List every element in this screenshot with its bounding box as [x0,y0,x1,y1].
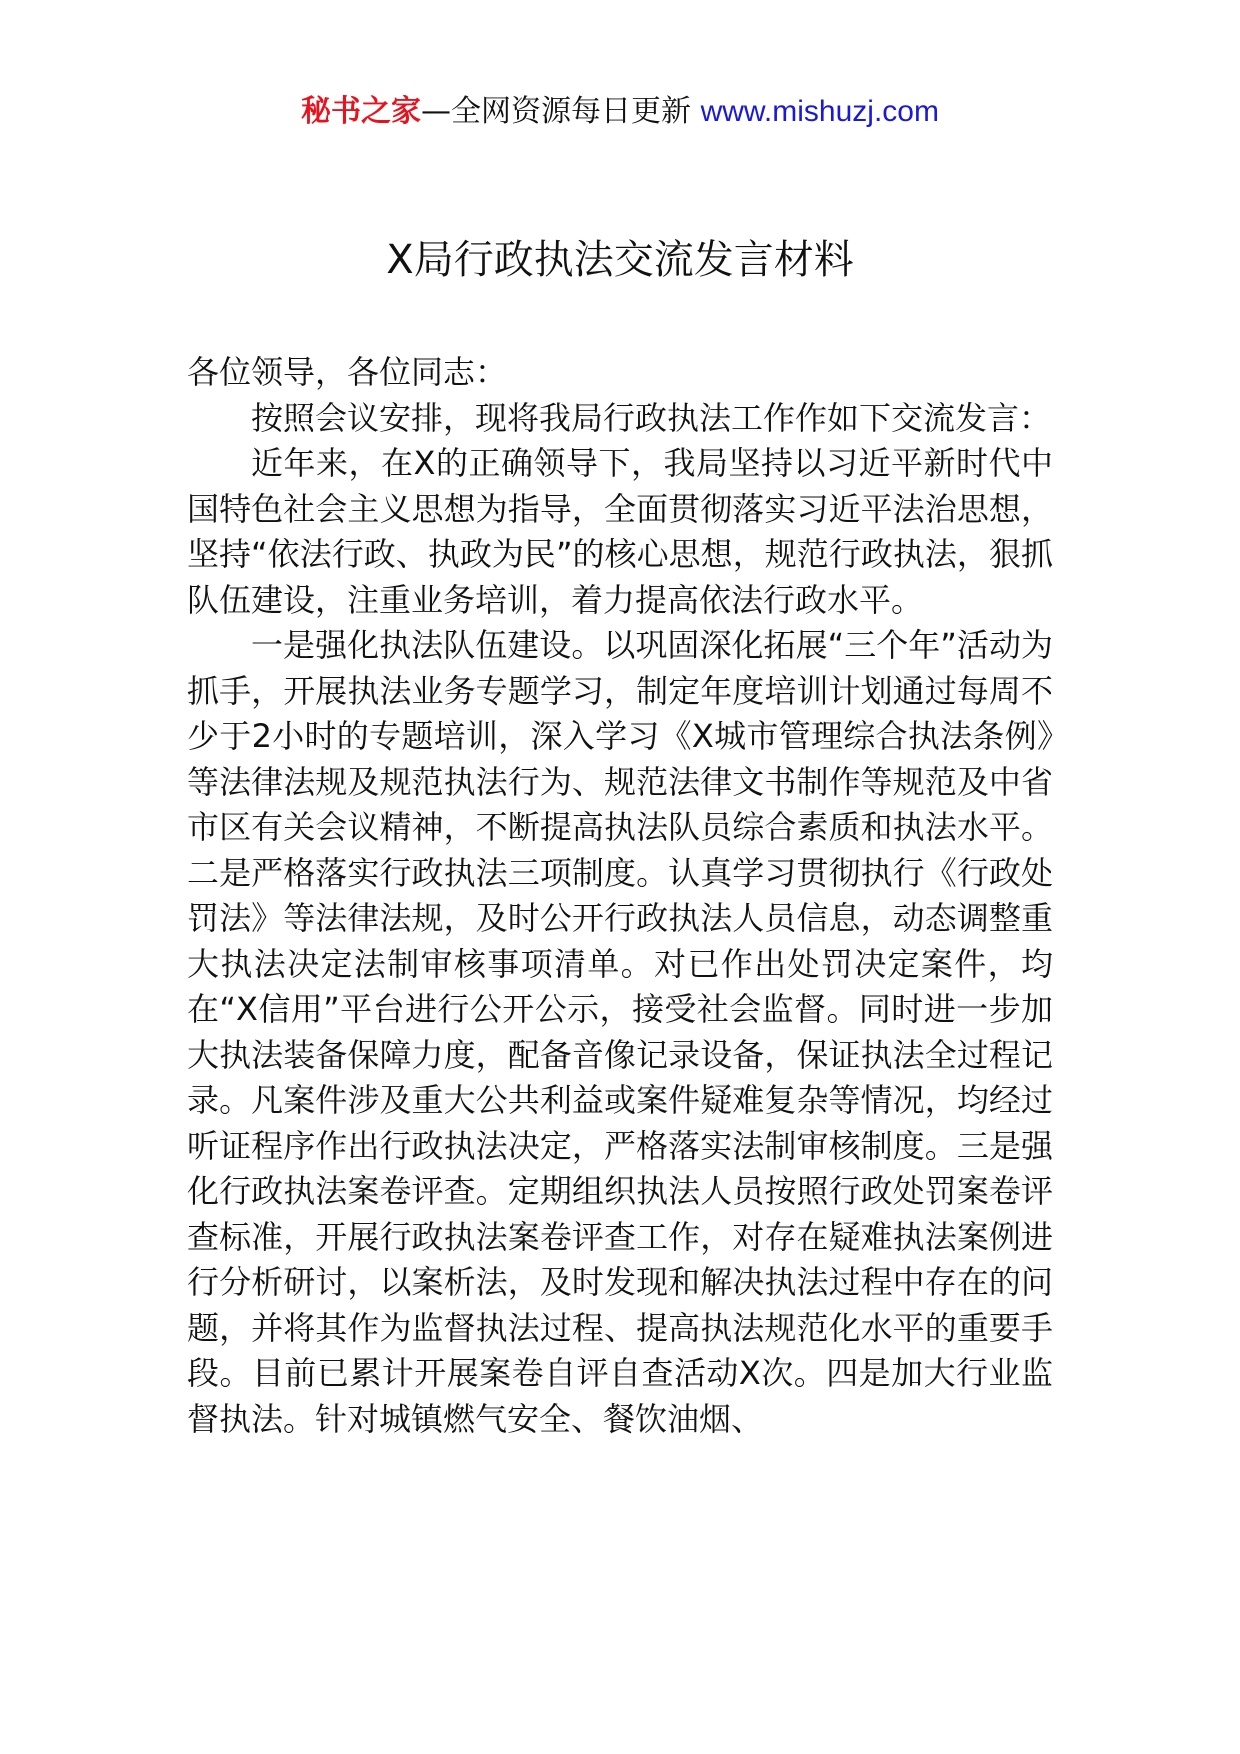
paragraph-intro: 按照会议安排，现将我局行政执法工作作如下交流发言： [251,398,1052,437]
site-tagline: —全网资源每日更新 [421,94,692,129]
site-header [0,92,1240,132]
document-body [187,350,1053,1442]
paragraph-measures: 一是强化执法队伍建设。以巩固深化拓展“三个年”活动为抓手，开展执法业务专题学习，制定年度培训计划通过每周不少于2小时的专题培训，深入学习《X城市管理综合执法条例》等法律法规及规范执法行为、规范法律文书制作等规范及中省市区有关会议精神，不断提高执法队员综合素质和执法水平。二是严格落实行政执法三项制度。认真学习贯彻执行《行政处罚法》等法律法规，及时公开行政执法人员信息，动态调整重大执法决定法制审核事项清单。对已作出处罚决定案件，均在“X信用”平台进行公开公示，接受社会监督。同时进一步加大执法装备保障力度，配备音像记录设备，保证执法全过程记录。凡案件涉及重大公共利益或案件疑难复杂等情况，均经过听证程序作出行政执法决定，严格落实法制审核制度。三是强化行政执法案卷评查。定期组织执法人员按照行政处罚案卷评查标准，开展行政执法案卷评查工作，对存在疑难执法案例进行分析研讨，以案析法，及时发现和解决执法过程中存在的问题，并将其作为监督执法过程、提高执法规范化水平的重要手段。目前已累计开展案卷自评自查活动X次。四是加大行业监督执法。针对城镇燃气安全、餐饮油烟、 [187,626,1053,1438]
brand-name: 秘书之家 [301,94,422,129]
paragraph-overview: 近年来，在X的正确领导下，我局坚持以习近平新时代中国特色社会主义思想为指导，全面贯彻落实习近平法治思想，坚持“依法行政、执政为民”的核心思想，规范行政执法，狠抓队伍建设，注重业务培训，着力提高依法行政水平。 [187,444,1053,619]
document-title: X局行政执法交流发言材料 [386,237,854,283]
site-url-link[interactable]: www.mishuzj.com [700,95,939,128]
salutation: 各位领导，各位同志： [187,353,508,391]
